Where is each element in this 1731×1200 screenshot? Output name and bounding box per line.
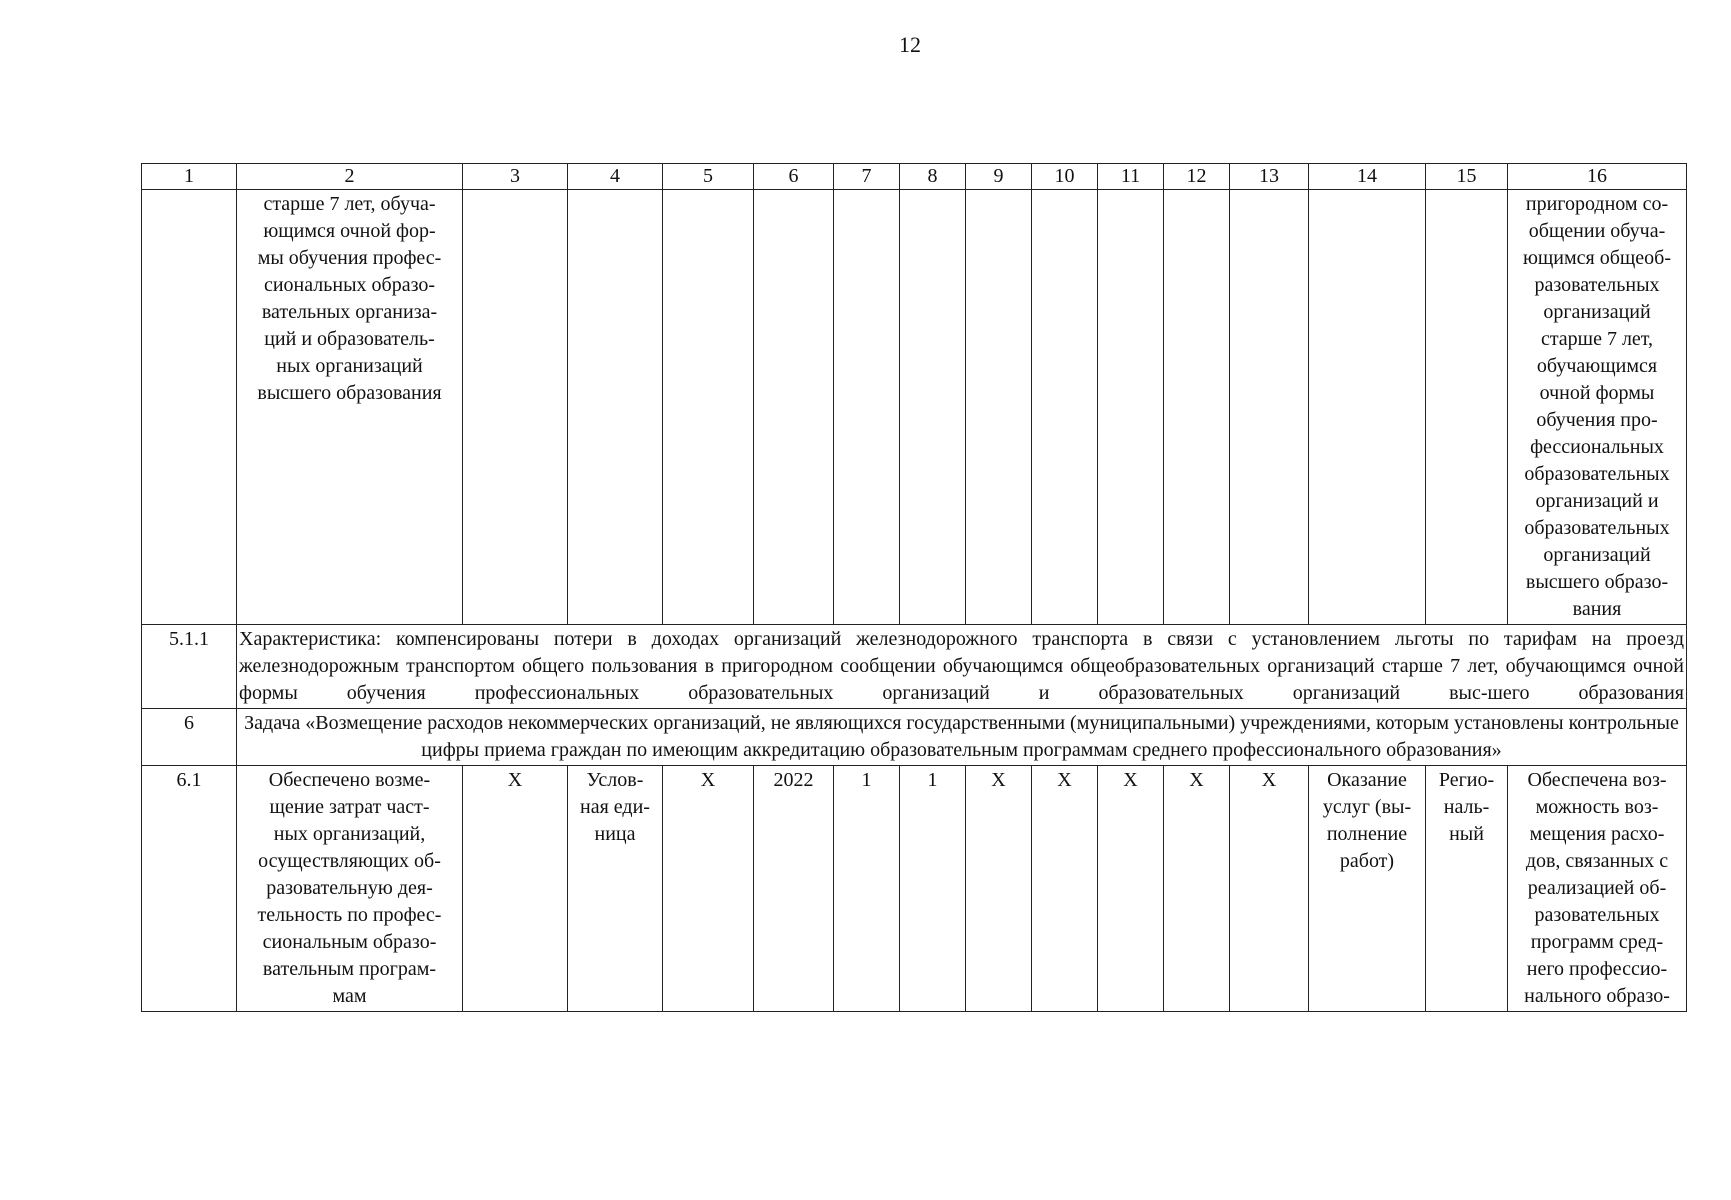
column-number: 12 (1164, 164, 1230, 190)
table-cell: Х (463, 766, 568, 1012)
column-number: 5 (663, 164, 754, 190)
task-text: Задача «Возмещение расходов некоммерческих организаций, не являющихся государственными (муниципальными) учреждениями, которым установлены контрольные цифры приема граждан по имеющим аккредитацию образовательным программам среднего профессионального образования» (237, 709, 1687, 766)
table-row-5-1-1 (142, 625, 1687, 709)
table-cell: 2022 (754, 766, 834, 1012)
table-cell: Регио- наль- ный (1426, 766, 1508, 1012)
table-cell (1032, 190, 1098, 625)
table-cell: Х (1032, 766, 1098, 1012)
column-number: 11 (1098, 164, 1164, 190)
column-number: 14 (1309, 164, 1426, 190)
table-cell (1098, 190, 1164, 625)
column-number: 3 (463, 164, 568, 190)
table-cell (754, 190, 834, 625)
table-cell: Оказание услуг (вы- полнение работ) (1309, 766, 1426, 1012)
column-number: 2 (237, 164, 463, 190)
table-cell: Х (1098, 766, 1164, 1012)
table-cell: Обеспечено возме- щение затрат част- ных организаций, осуществляющих об- разовательную дея- тельность по профес- сиональным образо- вательным програм- мам (237, 766, 463, 1012)
table-cell (463, 190, 568, 625)
table-row-continuation (142, 190, 1687, 625)
table-cell: Обеспечена воз- можность воз- мещения расхо- дов, связанных с реализацией об- разовательных программ сред- него профессио- нального образо- (1508, 766, 1687, 1012)
column-number: 6 (754, 164, 834, 190)
column-number-row (142, 164, 1687, 190)
table-cell: Х (1164, 766, 1230, 1012)
table-cell (142, 190, 237, 625)
table-cell: 1 (900, 766, 966, 1012)
row-number: 6.1 (142, 766, 237, 1012)
column-number: 15 (1426, 164, 1508, 190)
column-number: 1 (142, 164, 237, 190)
column-number: 8 (900, 164, 966, 190)
characteristic-text: Характеристика: компенсированы потери в доходах организаций железнодорожного транспорта в связи с установлением льготы по тарифам на проезд железнодорожным транспортом общего пользования в пригородном сообщении обучающимся общеобразовательных организаций старше 7 лет, обучающимся очной формы обучения профессиональных образовательных организаций и образовательных организаций выс-шего образования (237, 625, 1687, 709)
table-cell (834, 190, 900, 625)
column-number: 9 (966, 164, 1032, 190)
table-cell (900, 190, 966, 625)
table-cell: 1 (834, 766, 900, 1012)
table-cell: пригородном со- общении обуча- ющимся общеоб- разовательных организаций старше 7 лет, обучающимся очной формы обучения про- фессиональных образовательных организаций и образовательных организаций высшего образо- вания (1508, 190, 1687, 625)
table-cell (1426, 190, 1508, 625)
program-table (141, 163, 1687, 1012)
table-cell: Х (966, 766, 1032, 1012)
column-number: 10 (1032, 164, 1098, 190)
table-row-6 (142, 709, 1687, 766)
table-cell (1230, 190, 1309, 625)
row-number: 6 (142, 709, 237, 766)
column-number: 16 (1508, 164, 1687, 190)
table-cell (663, 190, 754, 625)
row-number: 5.1.1 (142, 625, 237, 709)
table-cell (1164, 190, 1230, 625)
table-cell (966, 190, 1032, 625)
table-cell: Х (663, 766, 754, 1012)
column-number: 4 (568, 164, 663, 190)
table-cell: Услов- ная еди- ница (568, 766, 663, 1012)
table-cell (1309, 190, 1426, 625)
table-cell: Х (1230, 766, 1309, 1012)
table-row-6-1 (142, 766, 1687, 1012)
column-number: 7 (834, 164, 900, 190)
table-cell (568, 190, 663, 625)
table-cell: старше 7 лет, обуча- ющимся очной фор- мы обучения профес- сиональных образо- вательных организа- ций и образователь- ных организаций высшего образования (237, 190, 463, 625)
column-number: 13 (1230, 164, 1309, 190)
page-number: 12 (899, 32, 921, 57)
